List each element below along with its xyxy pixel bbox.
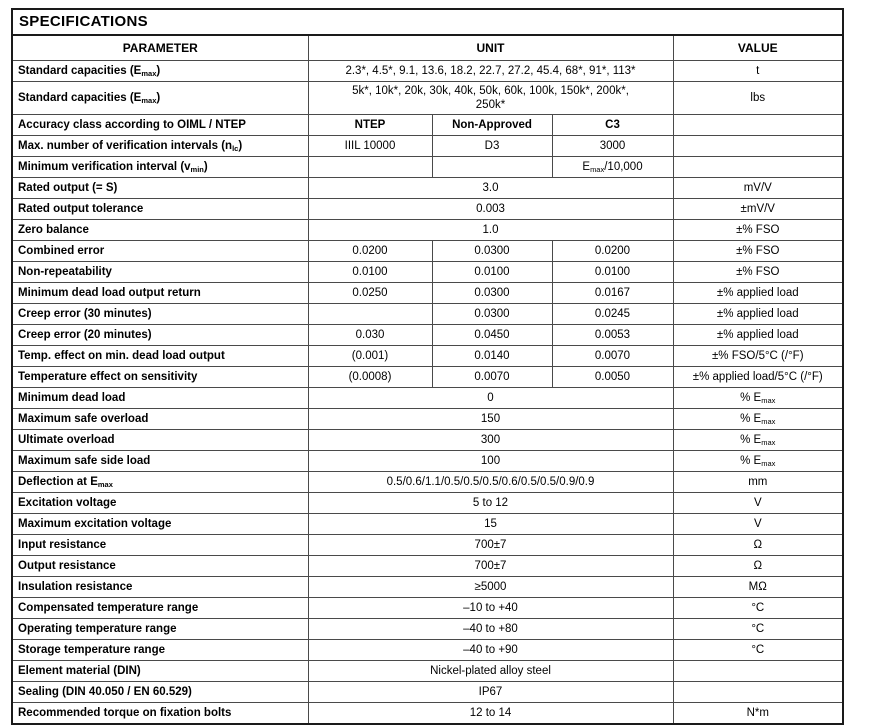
value-cell: [673, 136, 843, 157]
table-row: [12, 61, 843, 82]
unit-cell: 0.0100: [308, 262, 432, 283]
table-row: [12, 535, 843, 556]
value-cell: ±% FSO/5°C (/°F): [673, 346, 843, 367]
table-row: [12, 514, 843, 535]
parameter-cell: Creep error (30 minutes): [12, 304, 308, 325]
unit-cell: 0.0070: [432, 367, 552, 388]
value-cell: % $E_{max}$: [673, 388, 843, 409]
table-row: [12, 136, 843, 157]
parameter-cell: Zero balance: [12, 220, 308, 241]
unit-cell: 100: [308, 451, 673, 472]
table-row: [12, 409, 843, 430]
value-cell: lbs: [673, 82, 843, 115]
value-cell: % $E_{max}$: [673, 430, 843, 451]
unit-cell: 0.0200: [308, 241, 432, 262]
table-row: [12, 472, 843, 493]
table-row: [12, 346, 843, 367]
value-cell: ±% FSO: [673, 220, 843, 241]
unit-cell: IP67: [308, 682, 673, 703]
table-row: [12, 262, 843, 283]
value-cell: °C: [673, 619, 843, 640]
table-row: [12, 220, 843, 241]
parameter-cell: Ultimate overload: [12, 430, 308, 451]
value-cell: t: [673, 61, 843, 82]
parameter-cell: Insulation resistance: [12, 577, 308, 598]
parameter-cell: Output resistance: [12, 556, 308, 577]
parameter-cell: Standard capacities $(E_{max})$: [12, 61, 308, 82]
parameter-cell: Accuracy class according to OIML / NTEP: [12, 115, 308, 136]
unit-cell: 0.030: [308, 325, 432, 346]
parameter-cell: Minimum dead load output return: [12, 283, 308, 304]
unit-cell: 300: [308, 430, 673, 451]
table-row: [12, 619, 843, 640]
value-cell: ±mV/V: [673, 199, 843, 220]
unit-cell: 0.0300: [432, 304, 552, 325]
value-cell: mm: [673, 472, 843, 493]
unit-cell: 3.0: [308, 178, 673, 199]
value-cell: % $E_{max}$: [673, 451, 843, 472]
parameter-cell: Maximum excitation voltage: [12, 514, 308, 535]
table-row: [12, 367, 843, 388]
table-row: [12, 577, 843, 598]
table-row: [12, 430, 843, 451]
value-cell: [673, 682, 843, 703]
parameter-cell: Storage temperature range: [12, 640, 308, 661]
parameter-cell: Excitation voltage: [12, 493, 308, 514]
table-row: [12, 241, 843, 262]
table-row: [12, 661, 843, 682]
parameter-cell: Creep error (20 minutes): [12, 325, 308, 346]
unit-cell: (0.001): [308, 346, 432, 367]
value-cell: ±% FSO: [673, 241, 843, 262]
table-row: [12, 598, 843, 619]
parameter-cell: Minimum dead load: [12, 388, 308, 409]
table-row: [12, 388, 843, 409]
unit-cell: (0.0008): [308, 367, 432, 388]
unit-cell: NTEP: [308, 115, 432, 136]
parameter-cell: Rated output (= S): [12, 178, 308, 199]
unit-cell: 0.0200: [552, 241, 673, 262]
table-row: [12, 556, 843, 577]
unit-cell: 0.0450: [432, 325, 552, 346]
unit-cell: –40 to +90: [308, 640, 673, 661]
table-row: [12, 283, 843, 304]
unit-cell: 700±7: [308, 535, 673, 556]
unit-cell: 1.0: [308, 220, 673, 241]
unit-cell: IIIL 10000: [308, 136, 432, 157]
value-cell: ±% applied load: [673, 325, 843, 346]
table-row: [12, 157, 843, 178]
value-cell: ±% applied load: [673, 304, 843, 325]
unit-cell: 5k*, 10k*, 20k, 30k, 40k, 50k, 60k, 100k, 150k*, 200k*, 250k*: [308, 82, 673, 115]
table-header-row: [12, 35, 843, 61]
table-row: [12, 682, 843, 703]
unit-cell: 2.3*, 4.5*, 9.1, 13.6, 18.2, 22.7, 27.2, 45.4, 68*, 91*, 113*: [308, 61, 673, 82]
unit-cell: D3: [432, 136, 552, 157]
unit-cell: 0.0300: [432, 241, 552, 262]
unit-cell: –40 to +80: [308, 619, 673, 640]
unit-cell: 5 to 12: [308, 493, 673, 514]
unit-cell: [308, 157, 432, 178]
unit-cell: 15: [308, 514, 673, 535]
parameter-cell: Sealing (DIN 40.050 / EN 60.529): [12, 682, 308, 703]
table-row: [12, 178, 843, 199]
value-cell: N*m: [673, 703, 843, 725]
value-cell: ±% applied load/5°C (/°F): [673, 367, 843, 388]
table-row: [12, 199, 843, 220]
parameter-cell: Element material (DIN): [12, 661, 308, 682]
unit-cell: ≥5000: [308, 577, 673, 598]
parameter-cell: Maximum safe overload: [12, 409, 308, 430]
unit-cell: 150: [308, 409, 673, 430]
value-cell: MΩ: [673, 577, 843, 598]
parameter-cell: Recommended torque on fixation bolts: [12, 703, 308, 725]
unit-cell: [308, 304, 432, 325]
unit-cell: 700±7: [308, 556, 673, 577]
parameter-cell: Rated output tolerance: [12, 199, 308, 220]
unit-cell: 12 to 14: [308, 703, 673, 725]
unit-cell: 0: [308, 388, 673, 409]
parameter-cell: Temperature effect on sensitivity: [12, 367, 308, 388]
value-cell: [673, 115, 843, 136]
unit-cell: 0.0100: [552, 262, 673, 283]
value-cell: ±% applied load: [673, 283, 843, 304]
value-cell: mV/V: [673, 178, 843, 199]
parameter-cell: Deflection at $E_{max}$: [12, 472, 308, 493]
value-cell: V: [673, 493, 843, 514]
specifications-table: [11, 8, 844, 725]
parameter-cell: Compensated temperature range: [12, 598, 308, 619]
unit-cell: 0.0300: [432, 283, 552, 304]
parameter-cell: Input resistance: [12, 535, 308, 556]
value-cell: [673, 661, 843, 682]
parameter-cell: Temp. effect on min. dead load output: [12, 346, 308, 367]
unit-cell: Non-Approved: [432, 115, 552, 136]
unit-cell: [432, 157, 552, 178]
table-body: [12, 61, 843, 725]
unit-cell: 0.0250: [308, 283, 432, 304]
unit-cell: 0.0167: [552, 283, 673, 304]
value-cell: V: [673, 514, 843, 535]
unit-cell: 0.0053: [552, 325, 673, 346]
value-cell: [673, 157, 843, 178]
table-row: [12, 82, 843, 115]
parameter-cell: Minimum verification interval $(v_{min})$: [12, 157, 308, 178]
table-row: [12, 304, 843, 325]
value-cell: ±% FSO: [673, 262, 843, 283]
table-title: SPECIFICATIONS: [12, 9, 843, 35]
parameter-cell: Max. number of verification intervals $(n_{lc})$: [12, 136, 308, 157]
unit-cell: 0.0100: [432, 262, 552, 283]
column-header-parameter: PARAMETER: [12, 35, 308, 61]
value-cell: °C: [673, 640, 843, 661]
unit-cell: 0.0245: [552, 304, 673, 325]
column-header-unit: UNIT: [308, 35, 673, 61]
unit-cell: 0.5/0.6/1.1/0.5/0.5/0.5/0.6/0.5/0.5/0.9/0.9: [308, 472, 673, 493]
parameter-cell: Maximum safe side load: [12, 451, 308, 472]
table-row: [12, 325, 843, 346]
unit-cell: $E_{max}/10,000$: [552, 157, 673, 178]
unit-cell: 0.0050: [552, 367, 673, 388]
table-row: [12, 703, 843, 725]
table-row: [12, 640, 843, 661]
value-cell: % $E_{max}$: [673, 409, 843, 430]
unit-cell: 0.0140: [432, 346, 552, 367]
unit-cell: Nickel-plated alloy steel: [308, 661, 673, 682]
unit-cell: 0.0070: [552, 346, 673, 367]
value-cell: Ω: [673, 535, 843, 556]
parameter-cell: Operating temperature range: [12, 619, 308, 640]
unit-cell: C3: [552, 115, 673, 136]
parameter-cell: Standard capacities $(E_{max})$: [12, 82, 308, 115]
table-row: [12, 493, 843, 514]
parameter-cell: Non-repeatability: [12, 262, 308, 283]
column-header-value: VALUE: [673, 35, 843, 61]
value-cell: °C: [673, 598, 843, 619]
table-row: [12, 115, 843, 136]
table-row: [12, 451, 843, 472]
table-title-row: [12, 9, 843, 35]
unit-cell: 0.003: [308, 199, 673, 220]
unit-cell: –10 to +40: [308, 598, 673, 619]
unit-cell: 3000: [552, 136, 673, 157]
value-cell: Ω: [673, 556, 843, 577]
parameter-cell: Combined error: [12, 241, 308, 262]
